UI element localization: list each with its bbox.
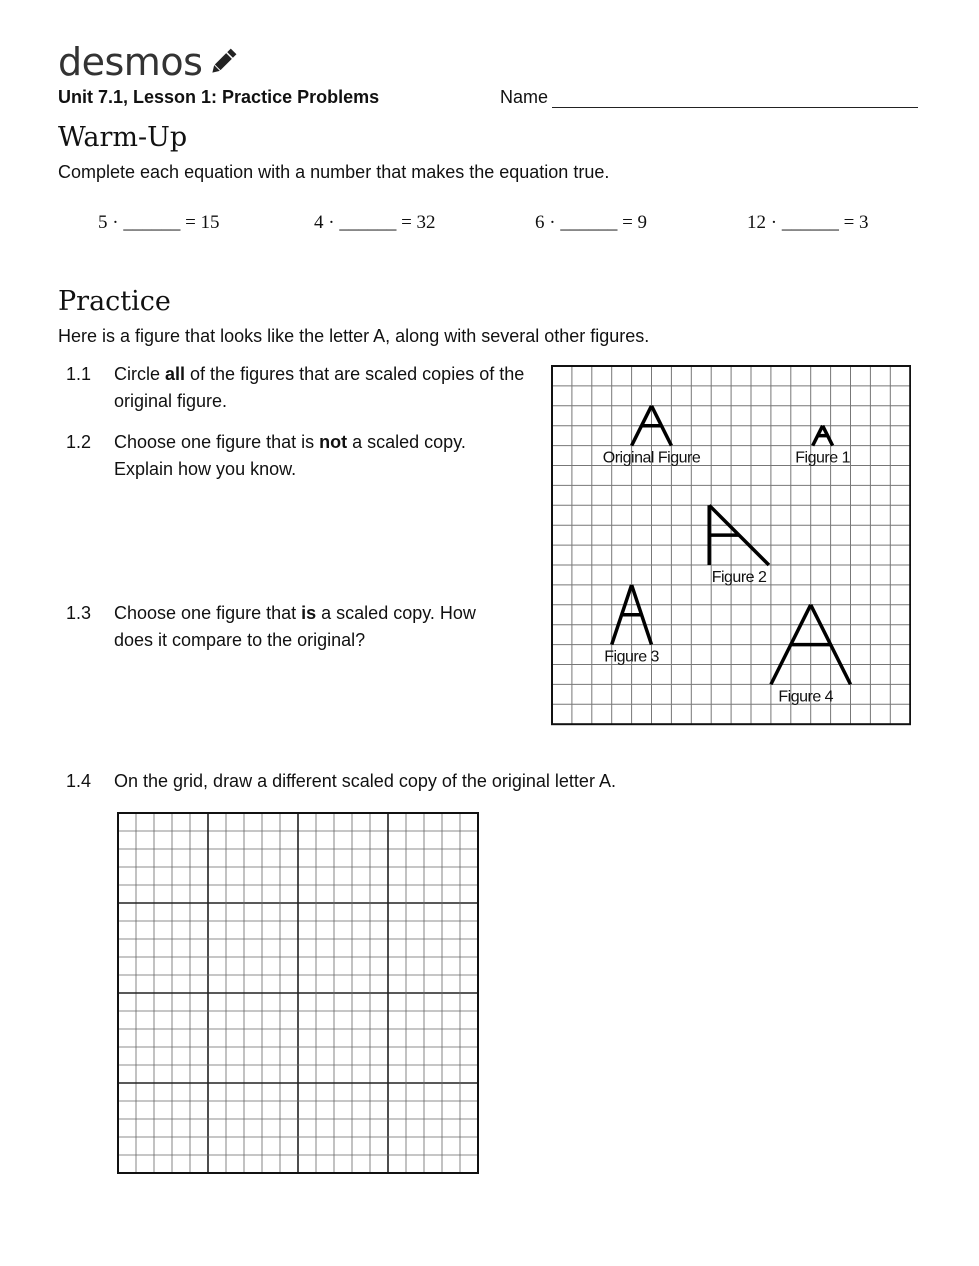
equation-right: = 15 [185,212,220,233]
figure-1[interactable] [795,426,850,467]
name-line[interactable] [552,91,918,108]
equation-left: 4 · [314,212,335,233]
figure-label: Figure 4 [778,688,834,706]
figure-2[interactable] [709,505,769,586]
equation-blank[interactable]: ______ [123,212,181,233]
figure-label: Figure 2 [711,568,767,586]
logo-text: desmos [58,40,203,84]
pencil-icon [208,47,238,77]
equation-right: = 32 [401,212,436,233]
name-label: Name [500,87,549,107]
equation-blank[interactable]: ______ [560,212,618,233]
equation-right: = 3 [843,212,869,233]
question-text: Circle all of the figures that are scaled copies of the original figure. [114,364,525,411]
figure-label: Figure 1 [795,449,850,467]
equation-left: 6 · [535,212,556,233]
equation-left: 12 · [747,212,778,233]
question-number: 1.1 [66,364,92,384]
practice-intro: Here is a figure that looks like the letter A, along with several other figures. [58,326,650,346]
equation-1[interactable] [98,212,220,234]
name-field[interactable] [500,87,918,108]
question-number: 1.4 [66,771,92,791]
equation-4[interactable] [747,212,869,234]
question-text: On the grid, draw a different scaled copy of the original letter A. [114,771,616,791]
equation-2[interactable] [314,212,436,234]
equation-3[interactable] [535,212,647,234]
lesson-title: Unit 7.1, Lesson 1: Practice Problems [58,87,380,107]
practice-heading: Practice [58,286,171,317]
question-text: Choose one figure that is not a scaled copy. Explain how you know. [114,432,466,479]
warmup-instructions: Complete each equation with a number that makes the equation true. [58,162,610,182]
drawing-grid[interactable] [117,812,479,1174]
figure-label: Original Figure [602,449,701,467]
equation-blank[interactable]: ______ [781,212,839,233]
figures-grid [551,365,911,726]
equation-blank[interactable]: ______ [339,212,397,233]
figure-label: Figure 3 [604,648,659,666]
question-number: 1.2 [66,432,92,452]
warmup-heading: Warm-Up [58,122,188,153]
question-number: 1.3 [66,603,92,623]
equation-right: = 9 [622,212,648,233]
equation-left: 5 · [98,212,119,233]
desmos-logo [58,40,238,84]
question-text: Choose one figure that is a scaled copy. How does it compare to the original? [114,603,476,650]
